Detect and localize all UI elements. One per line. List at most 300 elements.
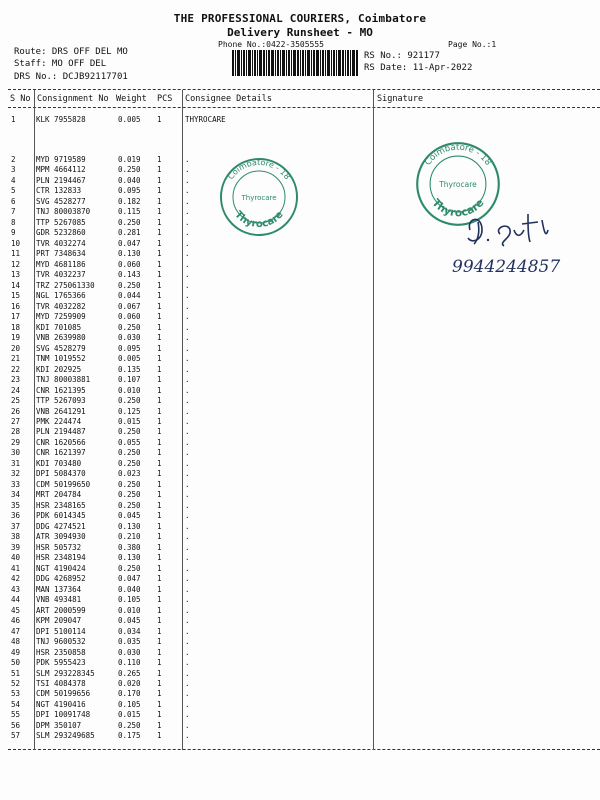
table-row <box>0 302 600 312</box>
row-consignee: . <box>185 259 190 269</box>
row-sno: 43 <box>11 584 21 594</box>
row-weight: 0.040 <box>118 584 141 594</box>
row-pcs: 1 <box>157 490 162 500</box>
row-sno: 16 <box>11 301 21 311</box>
row-pcs: 1 <box>157 270 162 280</box>
row-pcs: 1 <box>157 238 162 248</box>
row-consignee: . <box>185 343 190 353</box>
table-row <box>0 710 600 720</box>
row-consignment: PMK 224474 <box>36 417 82 426</box>
row-weight: 0.047 <box>118 238 141 248</box>
row-consignee: . <box>185 584 190 594</box>
row-consignment: TTP 5267085 <box>36 217 86 227</box>
row-consignee: . <box>185 521 190 531</box>
row-sno: 22 <box>11 364 21 374</box>
row-weight: 0.250 <box>118 165 141 175</box>
row-sno: 33 <box>11 479 21 489</box>
column-header-sno: S No <box>10 94 31 104</box>
page-title: THE PROFESSIONAL COURIERS, Coimbatore <box>173 12 427 25</box>
row-consignment: ATR 3094930 <box>36 532 86 542</box>
row-weight: 0.380 <box>118 542 141 552</box>
row-weight: 0.250 <box>118 500 141 510</box>
table-row <box>0 669 600 679</box>
row-pcs: 1 <box>157 301 162 311</box>
row-consignee: . <box>185 479 190 489</box>
row-weight: 0.067 <box>118 301 141 311</box>
table-row <box>0 689 600 699</box>
row-weight: 0.005 <box>118 354 141 364</box>
row-sno: 26 <box>11 406 21 416</box>
row-consignee: . <box>185 175 190 185</box>
row-pcs: 1 <box>157 448 162 458</box>
column-header-consignment: Consignment No <box>37 94 109 104</box>
row-consignment: TNJ 80003870 <box>36 207 91 217</box>
row-consignment: CNR 1621397 <box>36 448 86 458</box>
row-pcs: 1 <box>157 469 162 479</box>
row-consignee: . <box>185 186 190 196</box>
table-row <box>0 365 600 375</box>
row-sno: 11 <box>11 249 21 259</box>
row-sno: 6 <box>11 196 16 206</box>
row-sno: 8 <box>11 217 16 227</box>
thyrocare-stamp-icon <box>218 156 300 238</box>
row-sno: 21 <box>11 354 21 364</box>
table-rule-bottom <box>8 749 600 750</box>
row-weight: 0.105 <box>118 595 141 605</box>
row-consignment: DPI 5100114 <box>36 626 86 636</box>
row-consignee: . <box>185 417 190 426</box>
stamp-bottom-text: Thyrocare <box>232 209 286 231</box>
row-weight: 0.060 <box>118 259 141 269</box>
row-sno: 50 <box>11 658 21 668</box>
row-consignee: . <box>185 280 190 290</box>
row-sno: 39 <box>11 542 21 552</box>
row-sno: 45 <box>11 605 21 615</box>
table-row <box>0 679 600 689</box>
row-weight: 0.135 <box>118 364 141 374</box>
table-row <box>0 291 600 301</box>
row-consignee: . <box>185 658 190 668</box>
row-consignment: TRZ 275061330 <box>36 280 95 290</box>
row-consignee: . <box>185 270 190 280</box>
row-pcs: 1 <box>157 563 162 573</box>
row-weight: 0.115 <box>118 207 141 217</box>
row-pcs: 1 <box>157 165 162 175</box>
row-sno: 46 <box>11 616 21 626</box>
row-pcs: 1 <box>157 333 162 343</box>
row-sno: 5 <box>11 186 16 196</box>
row-consignment: KDI 202925 <box>36 364 82 374</box>
row-consignment: CDM 50199656 <box>36 689 91 699</box>
row-sno: 19 <box>11 333 21 343</box>
row-pcs: 1 <box>157 479 162 489</box>
row-sno: 24 <box>11 385 21 395</box>
row-weight: 0.030 <box>118 647 141 657</box>
row-sno: 48 <box>11 637 21 647</box>
row-pcs: 1 <box>157 396 162 406</box>
row-sno: 31 <box>11 458 21 468</box>
table-row <box>0 648 600 658</box>
table-row <box>0 312 600 322</box>
table-row <box>0 396 600 406</box>
table-row <box>0 606 600 616</box>
row-weight: 0.035 <box>118 637 141 647</box>
table-row <box>0 448 600 458</box>
row-consignee: . <box>185 238 190 248</box>
table-row <box>0 564 600 574</box>
stamp-center-text: Thyrocare <box>439 180 477 190</box>
row-consignment: VNB 493481 <box>36 595 82 605</box>
row-consignee: . <box>185 511 190 521</box>
table-row <box>0 176 600 186</box>
table-row <box>0 721 600 731</box>
row-weight: 0.143 <box>118 270 141 280</box>
row-sno: 53 <box>11 689 21 699</box>
row-weight: 0.010 <box>118 605 141 615</box>
row-consignee: . <box>185 532 190 542</box>
row-consignment: CNR 1620566 <box>36 437 86 447</box>
row-sno: 54 <box>11 699 21 709</box>
row-weight: 0.045 <box>118 511 141 521</box>
row-consignee: . <box>185 542 190 552</box>
row-weight: 0.010 <box>118 385 141 395</box>
row-consignment: ART 2000599 <box>36 605 86 615</box>
row-sno: 13 <box>11 270 21 280</box>
row-consignment: TNJ 9600532 <box>36 637 86 647</box>
row-pcs: 1 <box>157 699 162 709</box>
row-sno: 40 <box>11 553 21 563</box>
row-pcs: 1 <box>157 259 162 269</box>
row-consignee: . <box>185 689 190 699</box>
row-consignee: . <box>185 563 190 573</box>
row-consignment: TNJ 80003881 <box>36 375 91 385</box>
row-pcs: 1 <box>157 427 162 437</box>
row-consignment: KLK 7955828 <box>36 115 86 124</box>
handwritten-signature <box>448 200 588 276</box>
row-consignee: . <box>185 375 190 385</box>
row-sno: 7 <box>11 207 16 217</box>
row-sno: 57 <box>11 731 21 741</box>
row-weight: 0.250 <box>118 563 141 573</box>
stamp-top-text: Coimbatore - 18 <box>226 157 292 182</box>
stamp-top-text: Coimbatore - 18 <box>423 142 493 168</box>
row-consignee: . <box>185 364 190 374</box>
row-consignment: PDK 5955423 <box>36 658 86 668</box>
row-pcs: 1 <box>157 689 162 699</box>
row-weight: 0.130 <box>118 249 141 259</box>
row-consignee: . <box>185 626 190 636</box>
row-weight: 0.044 <box>118 291 141 301</box>
row-consignment: PDK 6014345 <box>36 511 86 521</box>
row-consignment: CDM 50199650 <box>36 479 91 489</box>
row-weight: 0.110 <box>118 658 141 668</box>
row-pcs: 1 <box>157 249 162 259</box>
row-sno: 56 <box>11 720 21 730</box>
rs-number: RS No.: 921177 <box>364 51 440 61</box>
row-consignment: HSR 505732 <box>36 542 82 552</box>
row-pcs: 1 <box>157 291 162 301</box>
table-row <box>0 490 600 500</box>
stamp-bottom-text: Thyrocare <box>429 196 487 220</box>
row-consignment: MRT 204784 <box>36 490 82 500</box>
row-weight: 0.019 <box>118 155 141 164</box>
row-pcs: 1 <box>157 553 162 563</box>
row-consignment: HSR 2350858 <box>36 647 86 657</box>
row-consignment: PLN 2194467 <box>36 175 86 185</box>
barcode-icon <box>232 50 358 76</box>
row-weight: 0.015 <box>118 417 141 426</box>
row-pcs: 1 <box>157 521 162 531</box>
row-consignee: . <box>185 731 190 741</box>
row-weight: 0.045 <box>118 616 141 626</box>
row-pcs: 1 <box>157 417 162 426</box>
table-row <box>0 344 600 354</box>
table-row <box>0 480 600 490</box>
row-consignee: . <box>185 469 190 479</box>
row-weight: 0.023 <box>118 469 141 479</box>
row-pcs: 1 <box>157 155 162 164</box>
table-row <box>0 186 600 196</box>
table-row <box>0 543 600 553</box>
row-pcs: 1 <box>157 228 162 238</box>
row-consignee: . <box>185 333 190 343</box>
row-weight: 0.281 <box>118 228 141 238</box>
row-sno: 29 <box>11 437 21 447</box>
row-sno: 17 <box>11 312 21 322</box>
row-pcs: 1 <box>157 375 162 385</box>
table-row <box>0 731 600 741</box>
row-pcs: 1 <box>157 679 162 688</box>
row-pcs: 1 <box>157 511 162 521</box>
table-row <box>0 417 600 427</box>
row-consignee: . <box>185 217 190 227</box>
row-consignment: HSR 2348165 <box>36 500 86 510</box>
table-row <box>0 501 600 511</box>
table-row <box>0 595 600 605</box>
row-weight: 0.250 <box>118 448 141 458</box>
row-consignment: SVG 4528277 <box>36 196 86 206</box>
column-header-signature: Signature <box>377 94 424 104</box>
row-pcs: 1 <box>157 196 162 206</box>
row-pcs: 1 <box>157 710 162 720</box>
row-consignee: . <box>185 647 190 657</box>
page-number: Page No.:1 <box>448 40 497 49</box>
table-row <box>0 574 600 584</box>
row-consignment: MYD 4681186 <box>36 259 86 269</box>
row-consignee: . <box>185 679 190 688</box>
row-consignee: . <box>185 458 190 468</box>
row-consignment: DPI 10091748 <box>36 710 91 720</box>
row-pcs: 1 <box>157 312 162 322</box>
row-weight: 0.060 <box>118 312 141 322</box>
row-sno: 20 <box>11 343 21 353</box>
table-row <box>0 511 600 521</box>
row-sno: 32 <box>11 469 21 479</box>
row-sno: 51 <box>11 668 21 678</box>
table-row <box>0 386 600 396</box>
row-weight: 0.250 <box>118 490 141 500</box>
row-consignment: MPM 4664112 <box>36 165 86 175</box>
header-rule-top <box>8 89 600 90</box>
row-consignee: . <box>185 155 190 164</box>
row-consignee: . <box>185 720 190 730</box>
row-weight: 0.047 <box>118 574 141 584</box>
row-consignment: HSR 2348194 <box>36 553 86 563</box>
row-sno: 28 <box>11 427 21 437</box>
table-row <box>0 459 600 469</box>
row-consignee: . <box>185 616 190 626</box>
row-pcs: 1 <box>157 217 162 227</box>
row-weight: 0.250 <box>118 427 141 437</box>
row-pcs: 1 <box>157 720 162 730</box>
column-header-consignee: Consignee Details <box>185 94 272 104</box>
row-weight: 0.034 <box>118 626 141 636</box>
row-pcs: 1 <box>157 658 162 668</box>
row-sno: 36 <box>11 511 21 521</box>
row-sno: 47 <box>11 626 21 636</box>
row-consignee: . <box>185 448 190 458</box>
row-pcs: 1 <box>157 584 162 594</box>
table-row <box>0 585 600 595</box>
table-row <box>0 469 600 479</box>
row-sno: 42 <box>11 574 21 584</box>
row-pcs: 1 <box>157 437 162 447</box>
row-weight: 0.250 <box>118 396 141 406</box>
row-consignment: NGT 4190416 <box>36 699 86 709</box>
row-sno: 55 <box>11 710 21 720</box>
header-rule-bottom <box>8 107 600 108</box>
row-weight: 0.250 <box>118 720 141 730</box>
stamp-center-text: Thyrocare <box>241 194 277 202</box>
row-pcs: 1 <box>157 532 162 542</box>
row-consignment: DDG 4268952 <box>36 574 86 584</box>
row-weight: 0.105 <box>118 699 141 709</box>
row-sno: 35 <box>11 500 21 510</box>
row-sno: 4 <box>11 175 16 185</box>
row-pcs: 1 <box>157 731 162 741</box>
table-row <box>0 438 600 448</box>
signature-phone: 9944244857 <box>452 257 561 276</box>
row-consignee: . <box>185 699 190 709</box>
row-pcs: 1 <box>157 175 162 185</box>
row-sno: 15 <box>11 291 21 301</box>
table-row <box>0 700 600 710</box>
route-info: Route: DRS OFF DEL MO <box>14 47 128 57</box>
row-consignee: . <box>185 312 190 322</box>
row-consignment: TNM 1019552 <box>36 354 86 364</box>
row-pcs: 1 <box>157 542 162 552</box>
row-consignee: THYROCARE <box>185 115 226 124</box>
phone-number: Phone No.:0422-3505555 <box>218 40 324 49</box>
row-consignee: . <box>185 668 190 678</box>
row-consignment: CTR 132833 <box>36 186 82 196</box>
row-sno: 37 <box>11 521 21 531</box>
row-consignment: NGL 1765366 <box>36 291 86 301</box>
row-consignee: . <box>185 322 190 332</box>
table-row <box>0 522 600 532</box>
row-consignee: . <box>185 710 190 720</box>
table-row <box>0 375 600 385</box>
row-sno: 14 <box>11 280 21 290</box>
row-consignment: TVR 4032282 <box>36 301 86 311</box>
row-consignment: KDI 701085 <box>36 322 82 332</box>
row-pcs: 1 <box>157 574 162 584</box>
row-consignee: . <box>185 595 190 605</box>
row-pcs: 1 <box>157 322 162 332</box>
row-consignment: MYD 7259909 <box>36 312 86 322</box>
drs-number: DRS No.: DCJB92117701 <box>14 72 128 82</box>
row-weight: 0.265 <box>118 668 141 678</box>
row-sno: 49 <box>11 647 21 657</box>
row-consignment: NGT 4190424 <box>36 563 86 573</box>
row-pcs: 1 <box>157 385 162 395</box>
row-consignee: . <box>185 437 190 447</box>
row-pcs: 1 <box>157 500 162 510</box>
row-weight: 0.040 <box>118 175 141 185</box>
row-pcs: 1 <box>157 343 162 353</box>
row-weight: 0.250 <box>118 322 141 332</box>
row-weight: 0.015 <box>118 710 141 720</box>
table-row <box>0 281 600 291</box>
row-weight: 0.030 <box>118 333 141 343</box>
row-consignment: TVR 4032237 <box>36 270 86 280</box>
row-sno: 10 <box>11 238 21 248</box>
row-consignment: TVR 4032274 <box>36 238 86 248</box>
row-sno: 9 <box>11 228 16 238</box>
row-pcs: 1 <box>157 458 162 468</box>
row-consignee: . <box>185 228 190 238</box>
row-consignee: . <box>185 396 190 406</box>
row-consignment: DDG 4274521 <box>36 521 86 531</box>
row-weight: 0.005 <box>118 115 141 124</box>
row-consignment: SLM 293228345 <box>36 668 95 678</box>
row-consignment: SVG 4528279 <box>36 343 86 353</box>
row-weight: 0.020 <box>118 679 141 688</box>
row-sno: 2 <box>11 155 16 164</box>
table-row <box>0 323 600 333</box>
staff-info: Staff: MO OFF DEL <box>14 59 107 69</box>
row-pcs: 1 <box>157 637 162 647</box>
row-sno: 18 <box>11 322 21 332</box>
row-pcs: 1 <box>157 207 162 217</box>
table-row <box>0 532 600 542</box>
row-consignee: . <box>185 196 190 206</box>
row-consignee: . <box>185 605 190 615</box>
table-row <box>0 165 600 175</box>
row-pcs: 1 <box>157 668 162 678</box>
table-row <box>0 407 600 417</box>
row-sno: 44 <box>11 595 21 605</box>
row-consignee: . <box>185 553 190 563</box>
table-row <box>0 115 600 125</box>
row-consignee: . <box>185 165 190 175</box>
page-subtitle: Delivery Runsheet - MO <box>227 26 373 39</box>
row-consignment: PLN 2194487 <box>36 427 86 437</box>
row-sno: 34 <box>11 490 21 500</box>
row-sno: 41 <box>11 563 21 573</box>
row-consignee: . <box>185 291 190 301</box>
row-weight: 0.250 <box>118 280 141 290</box>
row-sno: 25 <box>11 396 21 406</box>
row-consignment: DPI 5084370 <box>36 469 86 479</box>
row-weight: 0.250 <box>118 479 141 489</box>
table-row <box>0 553 600 563</box>
table-row <box>0 427 600 437</box>
row-consignment: DPM 350107 <box>36 720 82 730</box>
row-consignment: VNB 2641291 <box>36 406 86 416</box>
row-consignment: GDR 5232860 <box>36 228 86 238</box>
row-consignee: . <box>185 406 190 416</box>
